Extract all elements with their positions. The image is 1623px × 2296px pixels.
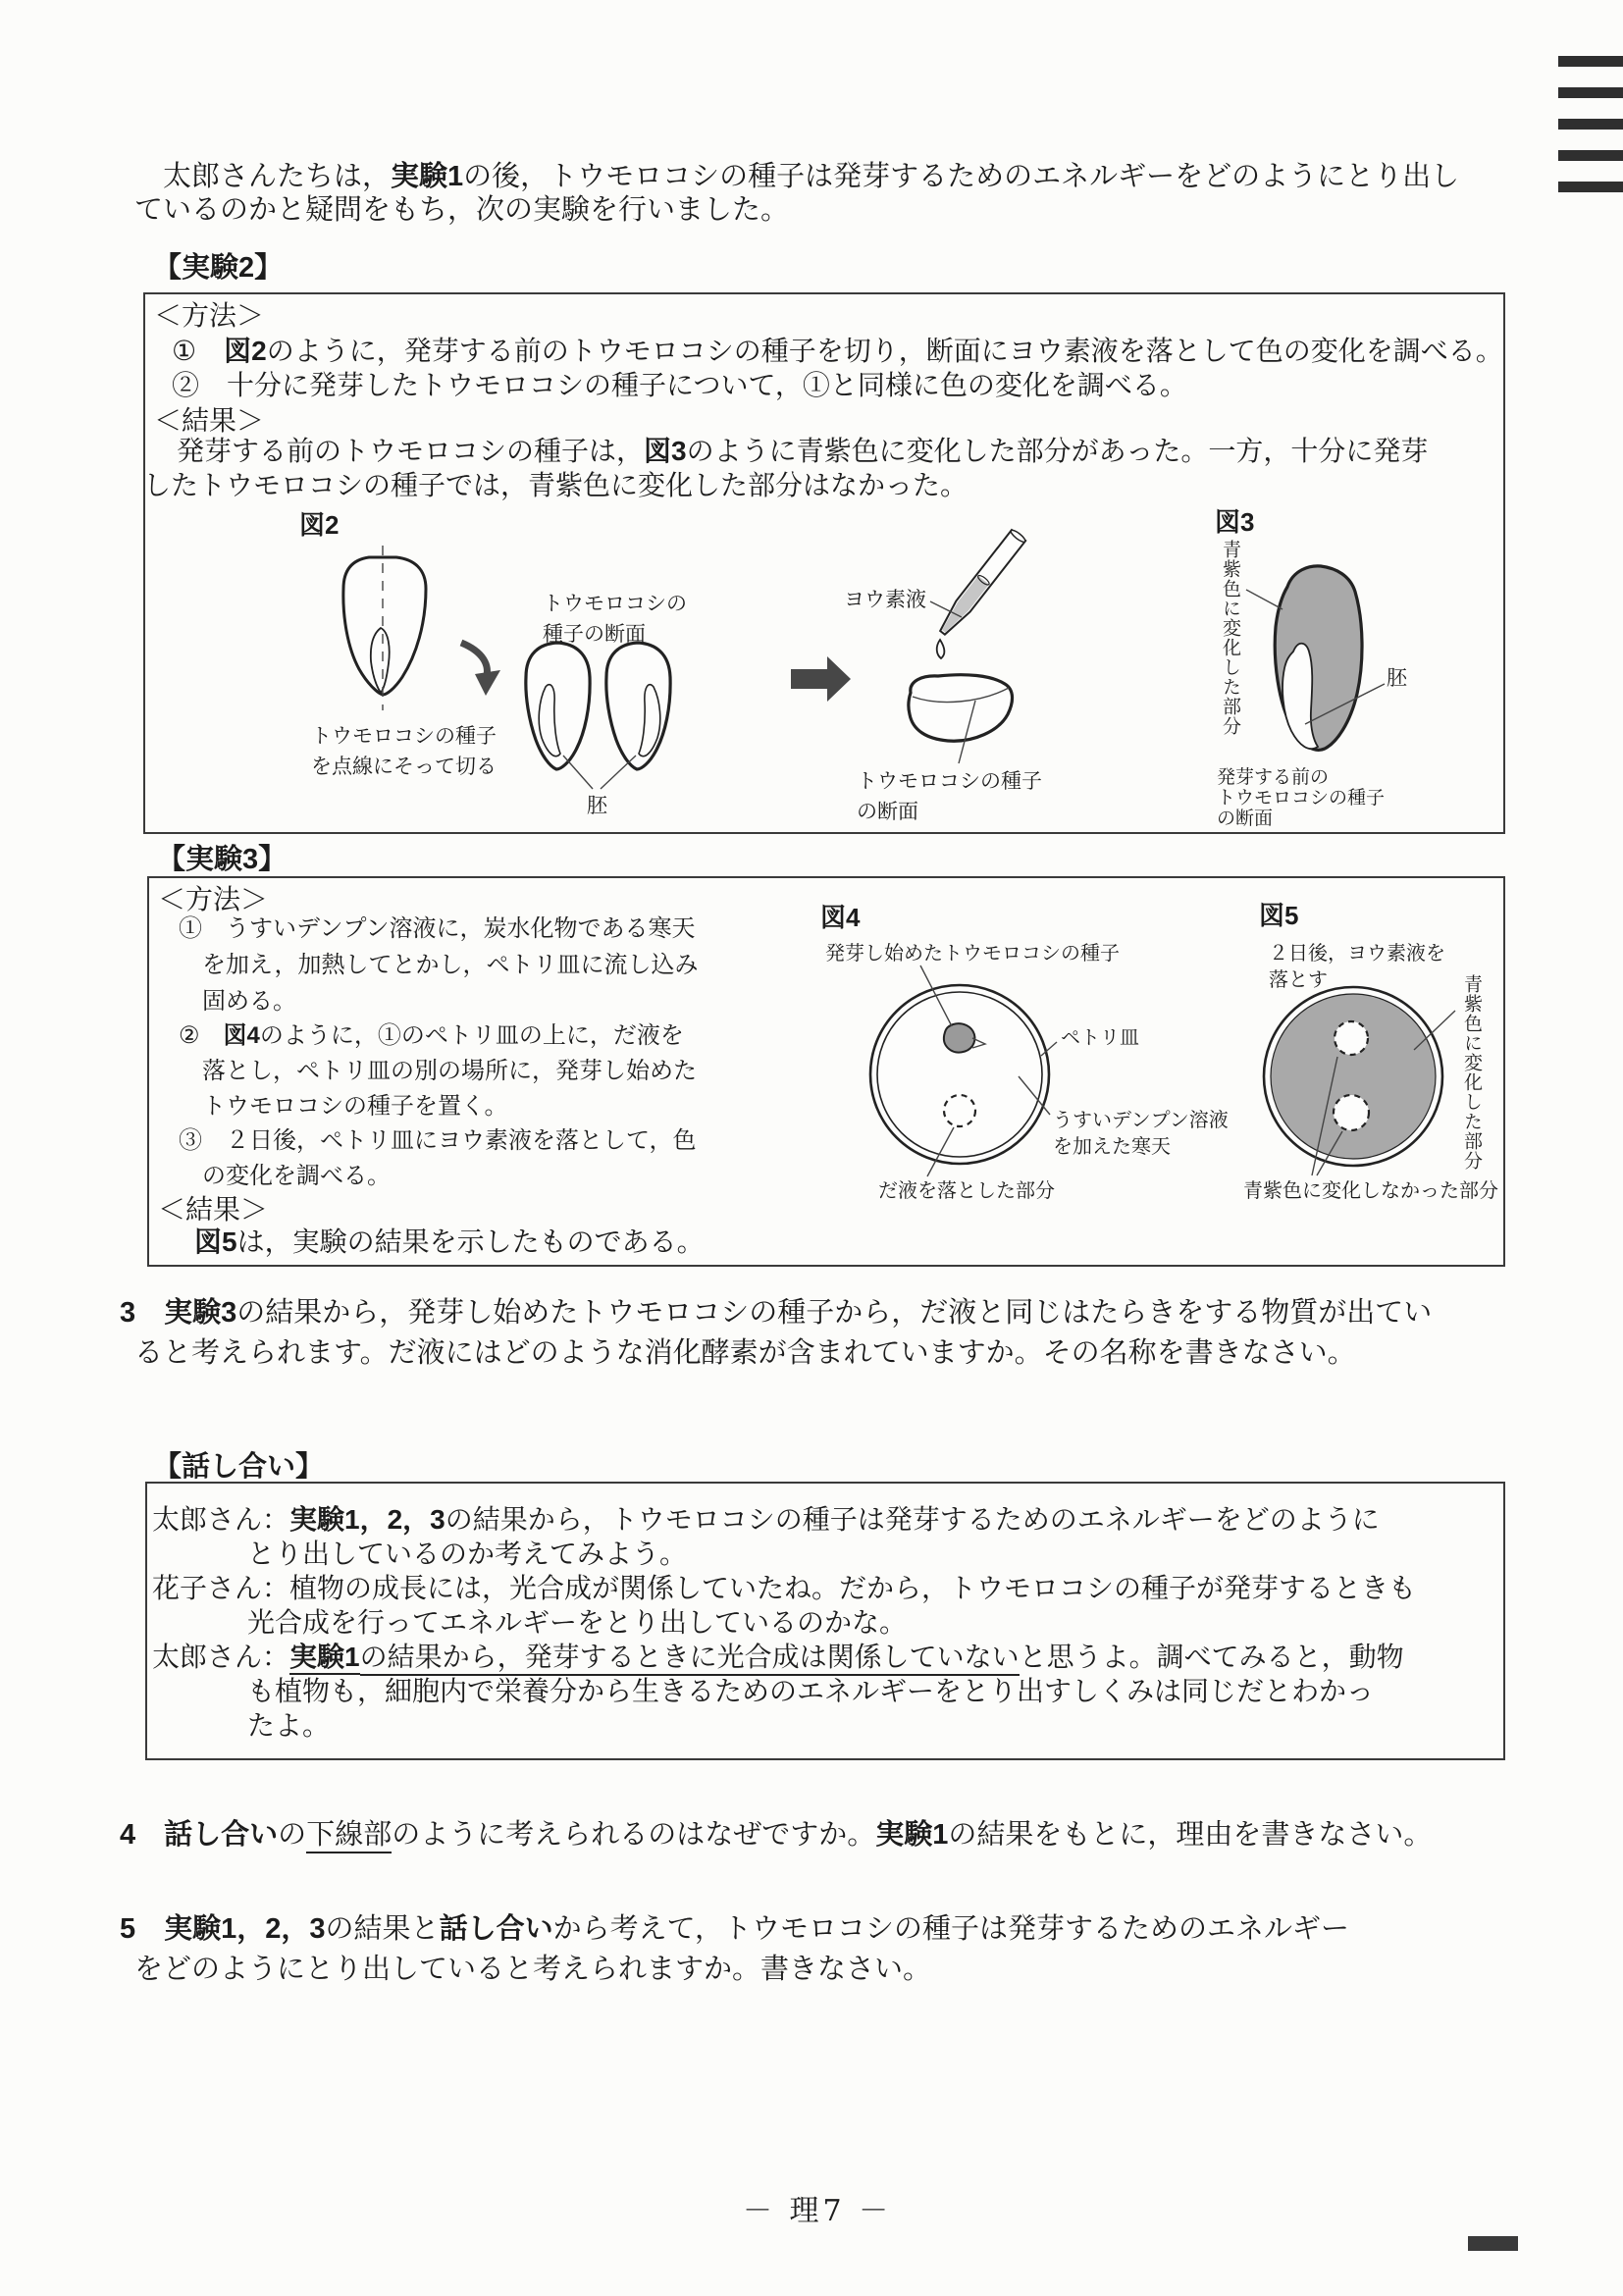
figure5-unstained-label: 青紫色に変化しなかった部分 bbox=[1243, 1178, 1498, 1202]
figure5-note bbox=[1269, 940, 1445, 993]
question4-line: 4 話し合いの下線部のように考えられるのはなぜですか。実験1の結果をもとに，理由を書きなさい。 bbox=[120, 1817, 1432, 1852]
discussion-line: 花子さん：植物の成長には，光合成が関係していたね。だから，トウモロコシの種子が発芽するときも bbox=[152, 1572, 1417, 1604]
binding-mark-icon bbox=[1558, 182, 1623, 192]
caption-line: うすいデンプン溶液 bbox=[1053, 1108, 1229, 1131]
page-number: － 理7 － bbox=[743, 2194, 893, 2228]
discussion-line: たよ。 bbox=[247, 1709, 331, 1742]
corner-mark-icon bbox=[1468, 2236, 1518, 2251]
caption-line: トウモロコシの種子 bbox=[857, 769, 1042, 793]
question5-line: をどのようにとり出していると考えられますか。書きなさい。 bbox=[134, 1952, 932, 1985]
iodine-label: ヨウ素液 bbox=[844, 588, 926, 611]
method-label: ＜方法＞ bbox=[154, 299, 265, 332]
agar-caption bbox=[1053, 1107, 1229, 1160]
method-label: ＜方法＞ bbox=[158, 883, 269, 915]
caption-line: 発芽する前の bbox=[1217, 766, 1330, 788]
question3-line: ると考えられます。だ液にはどのような消化酵素が含まれていますか。その名称を書きなさい。 bbox=[134, 1335, 1356, 1369]
caption-line: トウモロコシの bbox=[543, 592, 687, 615]
caption-line: 種子の断面 bbox=[543, 622, 646, 646]
discussion-line: 太郎さん：実験1，2，3の結果から，トウモロコシの種子は発芽するためのエネルギーをどのように bbox=[152, 1503, 1380, 1536]
discussion-line: 光合成を行ってエネルギーをとり出しているのかな。 bbox=[247, 1606, 908, 1639]
question5-line: 5 実験1，2，3の結果と話し合いから考えて，トウモロコシの種子は発芽するためのエネルギー bbox=[120, 1911, 1349, 1945]
method-step-line: 落とし，ペトリ皿の別の場所に，発芽し始めた bbox=[202, 1057, 697, 1084]
figure4-seed-label: 発芽し始めたトウモロコシの種子 bbox=[825, 941, 1120, 965]
intro-line: 太郎さんたちは，実験1の後，トウモロコシの種子は発芽するためのエネルギーをどのようにとり出し bbox=[134, 159, 1460, 192]
experiment3-heading: 【実験3】 bbox=[157, 844, 288, 875]
caption-line: の断面 bbox=[1217, 808, 1274, 829]
binding-mark-icon bbox=[1558, 87, 1623, 98]
discussion-line: とり出しているのか考えてみよう。 bbox=[247, 1538, 688, 1570]
method-step-line: ① うすいデンプン溶液に，炭水化物である寒天 bbox=[179, 914, 696, 942]
method-step: ② 十分に発芽したトウモロコシの種子について，①と同様に色の変化を調べる。 bbox=[172, 369, 1187, 401]
method-step-line: トウモロコシの種子を置く。 bbox=[202, 1092, 508, 1120]
caption-line: を加えた寒天 bbox=[1053, 1134, 1171, 1158]
petri-dish-label: ペトリ皿 bbox=[1061, 1025, 1139, 1049]
discussion-heading: 【話し合い】 bbox=[153, 1451, 325, 1483]
figure2-section-caption bbox=[543, 589, 687, 650]
figure5-stained-label: 青紫色に変化した部分 bbox=[1461, 974, 1483, 1171]
figure2-embryo-label: 胚 bbox=[587, 794, 607, 817]
binding-mark-icon bbox=[1558, 56, 1623, 67]
discussion-line: 太郎さん：実験1の結果から，発芽するときに光合成は関係していないと思うよ。調べてみると，動物 bbox=[152, 1641, 1404, 1673]
caption-line: を点線にそって切る bbox=[311, 755, 497, 778]
caption-line: 落とす bbox=[1269, 967, 1328, 991]
figure3-caption bbox=[1217, 767, 1385, 829]
result-label: ＜結果＞ bbox=[154, 404, 265, 437]
caption-line: トウモロコシの種子 bbox=[1217, 787, 1386, 809]
caption-line: ２日後，ヨウ素液を bbox=[1269, 941, 1445, 965]
method-step-line: 固める。 bbox=[202, 987, 296, 1015]
saliva-spot-label: だ液を落とした部分 bbox=[878, 1178, 1055, 1202]
result-label: ＜結果＞ bbox=[158, 1193, 269, 1226]
figure3-embryo-label: 胚 bbox=[1387, 666, 1407, 690]
binding-mark-icon bbox=[1558, 150, 1623, 161]
result-line: 発芽する前のトウモロコシの種子は，図3のように青紫色に変化した部分があった。一方，十分に発芽 bbox=[149, 435, 1429, 467]
figure2-label: 図2 bbox=[299, 510, 340, 540]
method-step: ① 図2のように，発芽する前のトウモロコシの種子を切り，断面にヨウ素液を落として色の変化を調べる。 bbox=[172, 335, 1503, 367]
method-step-line: の変化を調べる。 bbox=[202, 1162, 391, 1189]
intro-line: ているのかと疑問をもち，次の実験を行いました。 bbox=[134, 192, 790, 226]
figure2-cut-caption bbox=[311, 721, 497, 782]
figure3-stained-label: 青紫色に変化した部分 bbox=[1220, 540, 1241, 736]
caption-line: トウモロコシの種子 bbox=[311, 724, 497, 748]
method-step-line: ③ ２日後，ペトリ皿にヨウ素液を落として，色 bbox=[179, 1126, 697, 1154]
question3-line: 3 実験3の結果から，発芽し始めたトウモロコシの種子から，だ液と同じはたらきをする物質が出てい bbox=[120, 1295, 1433, 1329]
figure4-label: 図4 bbox=[820, 903, 861, 932]
figure2-cutface-caption bbox=[857, 766, 1042, 827]
caption-line: の断面 bbox=[857, 800, 918, 823]
binding-mark-icon bbox=[1558, 119, 1623, 130]
result-line: したトウモロコシの種子では，青紫色に変化した部分はなかった。 bbox=[143, 469, 969, 501]
method-step-line: ② 図4のように，①のペトリ皿の上に，だ液を bbox=[179, 1021, 684, 1049]
method-step-line: を加え，加熱してとかし，ペトリ皿に流し込み bbox=[202, 951, 699, 978]
result-line: 図5は，実験の結果を示したものである。 bbox=[194, 1226, 705, 1258]
experiment2-heading: 【実験2】 bbox=[153, 252, 284, 284]
figure5-label: 図5 bbox=[1259, 901, 1299, 930]
figure3-label: 図3 bbox=[1215, 507, 1255, 537]
discussion-line: も植物も，細胞内で栄養分から生きるためのエネルギーをとり出すしくみは同じだとわかっ bbox=[247, 1675, 1375, 1707]
